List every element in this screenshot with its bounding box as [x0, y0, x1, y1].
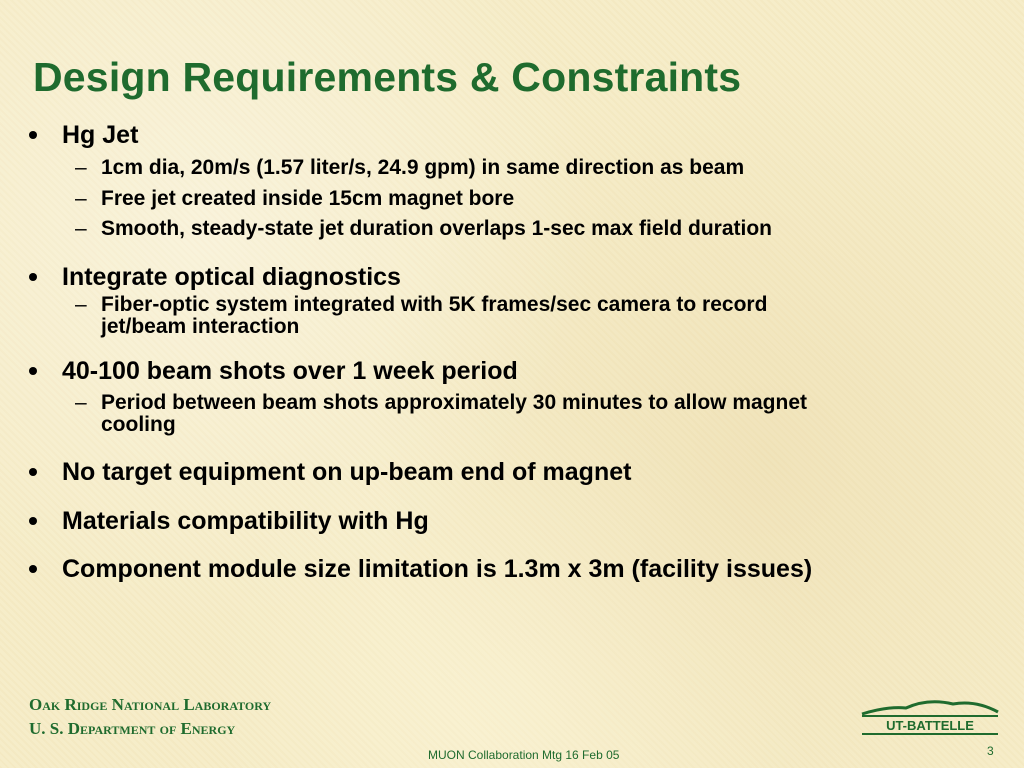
org-line-2: U. S. Department of Energy [29, 719, 236, 738]
bullet-dot-icon [29, 565, 37, 573]
sub-bullet-text-line2: jet/beam interaction [101, 315, 300, 338]
dash-icon: – [75, 217, 87, 240]
bullet-text: Hg Jet [62, 121, 139, 149]
sub-bullet [75, 391, 808, 436]
bullet-dot-icon [29, 517, 37, 525]
bullet-text: No target equipment on up-beam end of magnet [62, 458, 632, 486]
bullet-optical-diagnostics [62, 263, 401, 291]
bullet-hg-jet [62, 121, 138, 149]
ut-battelle-logo [858, 694, 1000, 742]
logo-mountain-icon [862, 702, 998, 714]
sub-bullet [75, 156, 745, 179]
sub-bullet-text: Free jet created inside 15cm magnet bore [101, 187, 515, 210]
bullet-beam-shots [62, 357, 518, 385]
sub-bullet [75, 187, 515, 210]
dash-icon: – [75, 391, 87, 414]
sub-bullet [75, 293, 768, 338]
dash-icon: – [75, 156, 87, 179]
bullet-text: Integrate optical diagnostics [62, 263, 401, 291]
sub-bullet-text: Smooth, steady-state jet duration overlaps 1-sec max field duration [101, 217, 772, 240]
org-line-1: Oak Ridge National Laboratory [29, 695, 272, 714]
sub-bullet-text-line1: Fiber-optic system integrated with 5K frames/sec camera to record [101, 293, 768, 316]
bullet-dot-icon [29, 367, 37, 375]
sub-bullet-text-line1: Period between beam shots approximately 30 minutes to allow magnet [101, 391, 808, 414]
bullet-materials-compatibility [62, 507, 429, 535]
sub-bullet-text: 1cm dia, 20m/s (1.57 liter/s, 24.9 gpm) in same direction as beam [101, 156, 745, 179]
sub-bullet-text-line2: cooling [101, 413, 176, 436]
dash-icon: – [75, 293, 87, 316]
slide-title: Design Requirements & Constraints [33, 54, 742, 100]
bullet-module-size [62, 555, 812, 583]
bullet-text: 40-100 beam shots over 1 week period [62, 357, 518, 385]
footer-organization [29, 693, 271, 741]
bullet-text: Materials compatibility with Hg [62, 507, 429, 535]
bullet-dot-icon [29, 273, 37, 281]
sub-bullet [75, 217, 772, 240]
bullet-dot-icon [29, 468, 37, 476]
page-number: 3 [987, 744, 994, 758]
logo-text: UT-BATTELLE [886, 718, 974, 733]
bullet-dot-icon [29, 131, 37, 139]
footer-meeting: MUON Collaboration Mtg 16 Feb 05 [428, 748, 620, 762]
bullet-text: Component module size limitation is 1.3m x 3m (facility issues) [62, 555, 813, 583]
dash-icon: – [75, 187, 87, 210]
bullet-no-target-equipment [62, 458, 631, 486]
